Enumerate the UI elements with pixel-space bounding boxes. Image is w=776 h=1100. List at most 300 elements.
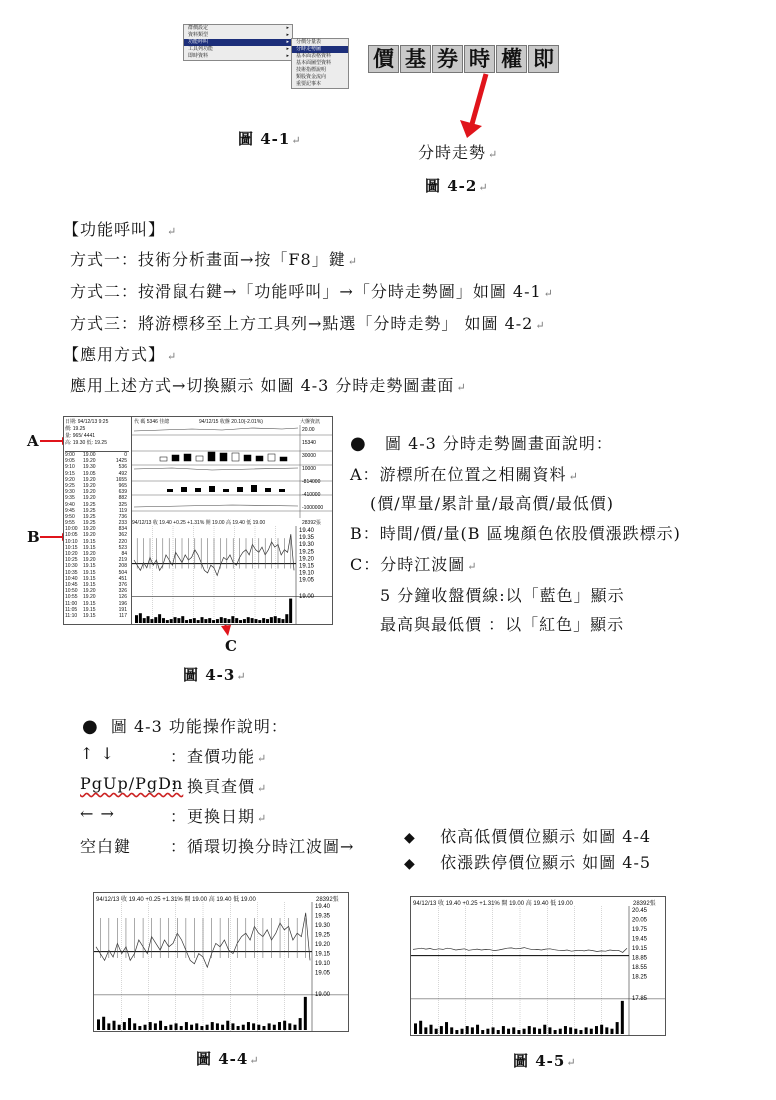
desc-a: A：游標所在位置之相關資料 ↵ [350, 465, 579, 484]
volume-bar [450, 1027, 453, 1034]
price-tick: 19.30 [315, 922, 331, 929]
tick-price: 19.15 [83, 606, 96, 613]
volume-bar [247, 617, 250, 623]
tick-price: 19.15 [83, 563, 96, 570]
fig45-plot [411, 906, 665, 1035]
method-2: 方式二：按滑鼠右鍵→「功能呼叫」→「分時走勢圖」如圖 4-1 ↵ [70, 282, 554, 301]
panel-tick: -1000000 [302, 505, 324, 511]
volume-bar [133, 1023, 136, 1030]
tick-price: 19.15 [83, 538, 96, 545]
volume-bar [476, 1025, 479, 1034]
fig41-caption: 圖 4-1 ↵ [238, 128, 302, 149]
volume-bar [220, 617, 223, 623]
volume-bar [252, 1023, 255, 1030]
fig43-caption: 圖 4-3 ↵ [183, 664, 247, 685]
price-tick: 18.25 [632, 974, 648, 981]
header-right: 94/12/15 收盤 20.10(-2.01%) [199, 419, 263, 425]
tick-volume: 639 [118, 489, 127, 496]
volume-bar [185, 1022, 188, 1030]
menu-item[interactable]: 群價設定 ▸ [188, 25, 289, 31]
tick-volume: 1655 [115, 476, 127, 483]
fig44-head: 94/12/13 收 19.40 +0.25 +1.31% 開 19.00 高 19.40 低 19.00 [96, 897, 256, 903]
ops-key: ↑ ↓ [80, 744, 115, 763]
indicator-bar [237, 487, 243, 492]
volume-bar [181, 616, 184, 623]
ops-key: ← → [80, 804, 115, 823]
volume-bar [123, 1022, 126, 1030]
market-info-tag[interactable]: 大盤資訊 [300, 419, 321, 425]
volume-bar [559, 1029, 562, 1034]
tick-time: 11:00 [65, 600, 78, 607]
tick-table [65, 451, 129, 619]
volume-bar [216, 619, 219, 623]
panel-tick: 20.00 [302, 427, 315, 433]
info-panel [65, 418, 131, 446]
volume-bar [548, 1027, 551, 1034]
desc-c-sub2: 最高與最低價 ：以「紅色」顯示 [380, 615, 625, 634]
tick-price: 19.05 [83, 470, 96, 477]
indicator-bar [172, 455, 179, 461]
volume-bar [154, 1023, 157, 1030]
price-tick: 20.05 [632, 917, 648, 924]
tick-price: 19.25 [83, 507, 96, 514]
volume-bar [512, 1027, 515, 1034]
tick-time: 10:50 [65, 588, 78, 595]
fig45-head: 94/12/13 收 19.40 +0.25 +1.31% 開 19.00 高 19.40 低 19.00 [413, 901, 573, 907]
ops-key: 空白鍵 [80, 837, 132, 856]
date-time: 日期: 94/12/13 9:25 [65, 419, 109, 425]
price-tick: 19.00 [299, 593, 315, 600]
volume-bar [424, 1027, 427, 1034]
volume-bar [138, 1026, 141, 1030]
volume-bar [574, 1029, 577, 1034]
price-tick: 19.35 [315, 913, 331, 920]
ops-desc: ：查價功能 ↵ [170, 747, 268, 766]
volume-bar [200, 1026, 203, 1030]
tick-time: 9:45 [65, 507, 75, 514]
tick-time: 10:30 [65, 563, 78, 570]
submenu-item[interactable]: 技術指標說明 [296, 67, 327, 73]
price-tick: 18.55 [632, 964, 648, 971]
volume-bar [189, 619, 192, 623]
tick-price: 19.20 [83, 532, 96, 539]
price-tick: 19.00 [315, 991, 331, 998]
volume-bar [216, 1023, 219, 1030]
desc-a-sub: (價/單量/累計量/最高價/最低價) [370, 494, 615, 513]
tick-volume: 326 [118, 588, 127, 595]
tick-volume: 191 [118, 606, 127, 613]
tick-volume: 451 [118, 575, 127, 582]
volume-bar [585, 1027, 588, 1034]
indicator-bar [279, 489, 285, 492]
heading-function-call: 【功能呼叫】 ↵ [63, 220, 178, 239]
volume-bar [616, 1022, 619, 1034]
tick-price: 19.20 [83, 526, 96, 533]
volume-bar [242, 1025, 245, 1030]
tick-time: 10:35 [65, 569, 78, 576]
volume-bar [254, 619, 257, 623]
fig44-vol: 28392張 [316, 897, 339, 903]
volume-bar [190, 1025, 193, 1030]
volume-bar [204, 619, 207, 623]
intraday-screen [63, 416, 333, 625]
tick-price: 19.00 [83, 452, 96, 458]
tick-time: 10:15 [65, 544, 78, 551]
indicator-bar [220, 453, 227, 461]
menu-item[interactable]: 資料類型 ▸ [188, 32, 289, 38]
tick-volume: 220 [118, 538, 127, 545]
volume-bar [239, 620, 242, 623]
volume-bar [595, 1026, 598, 1034]
toolbar-button-fundamental[interactable]: 基 [400, 45, 431, 73]
volume-bar [193, 618, 196, 623]
indicator-bar [208, 452, 215, 461]
volume-bar [170, 619, 173, 623]
volume-bar [177, 618, 180, 623]
volume-bar [208, 618, 211, 623]
desc-title: ● 圖 4-3 分時走勢圖畫面說明： [350, 433, 613, 454]
volume-bar [195, 1023, 198, 1030]
label-a: A [27, 432, 39, 450]
price-tick: 19.40 [299, 528, 315, 534]
volume-bar [533, 1027, 536, 1034]
tick-price: 19.20 [83, 489, 96, 496]
tick-price: 19.15 [83, 575, 96, 582]
volume-bar [224, 618, 227, 623]
volume-bar [149, 1022, 152, 1030]
tick-price: 19.25 [83, 501, 96, 508]
tick-volume: 536 [118, 464, 127, 471]
toolbar-button-margin[interactable]: 券 [432, 45, 463, 73]
ops-desc: ：更換日期 ↵ [170, 807, 268, 826]
menu-item[interactable]: 即時資料 ▸ [188, 53, 289, 59]
volume-bar [164, 1026, 167, 1030]
indicator-bar [184, 454, 191, 461]
volume-bar [283, 1021, 286, 1030]
price-tick: 19.20 [299, 556, 315, 563]
fig44-caption: 圖 4-4 ↵ [196, 1048, 260, 1069]
tick-volume: 376 [118, 581, 127, 588]
volume-bar [455, 1030, 458, 1034]
volume-bar [430, 1025, 433, 1034]
indicator-panels [132, 425, 332, 518]
volume-bar [610, 1029, 613, 1034]
menu-item-function-call[interactable]: 功能呼叫 ▸ [184, 39, 292, 46]
toolbar-button-intraday[interactable]: 時 [464, 45, 495, 73]
tick-price: 19.25 [83, 520, 96, 527]
volume-bar [461, 1029, 464, 1034]
price-tick: 19.15 [299, 563, 315, 570]
tick-time: 10:00 [65, 526, 78, 533]
fig44-plot [94, 902, 348, 1031]
tick-time: 10:55 [65, 594, 78, 601]
tick-price: 19.20 [83, 557, 96, 564]
volume-bar [564, 1026, 567, 1034]
volume-bar [107, 1023, 110, 1030]
desc-c: C：分時江波圖 ↵ [350, 555, 478, 574]
volume-bar [268, 1023, 271, 1030]
volume-bar [543, 1025, 546, 1034]
volume-bar [569, 1027, 572, 1034]
submenu-item[interactable]: 分價分量表 [296, 39, 322, 45]
volume-bar [227, 619, 230, 623]
tick-price: 19.25 [83, 513, 96, 520]
desc-b: B：時間/價/量(B 區塊顏色依股價漲跌標示) [350, 524, 681, 543]
tick-time: 10:20 [65, 551, 78, 557]
volume-bar [257, 1025, 260, 1030]
tick-volume: 504 [118, 569, 127, 576]
volume-bar [243, 619, 246, 623]
price-tick: 19.30 [299, 542, 315, 549]
price-tick: 19.25 [315, 932, 331, 939]
volume-bar [579, 1030, 582, 1034]
ops-desc: ：循環切換分時江波圖→ [170, 837, 355, 856]
tick-time: 9:35 [65, 495, 75, 502]
volume-bar [185, 620, 188, 623]
volume-bar [278, 1022, 281, 1030]
volume-bar [162, 618, 165, 623]
volume-bar [251, 618, 254, 623]
volume-bar [605, 1027, 608, 1034]
tick-time: 10:25 [65, 557, 78, 564]
tick-volume: 117 [119, 612, 127, 619]
panel-tick: -814000 [302, 479, 321, 485]
fig44-chart [93, 892, 349, 1032]
tick-time: 9:25 [65, 482, 75, 489]
volume-bar [273, 1025, 276, 1030]
price-tick: 19.05 [315, 970, 331, 977]
tick-price: 19.20 [83, 458, 96, 465]
price-tick: 19.20 [315, 941, 331, 948]
info-row: 量: 965/ 4441 [65, 433, 96, 439]
price-tick: 19.10 [299, 570, 315, 577]
intraday-chart [132, 526, 332, 624]
volume-bar [221, 1025, 224, 1030]
tick-price: 19.15 [83, 569, 96, 576]
tick-time: 10:05 [65, 532, 78, 539]
label-b: B [27, 528, 40, 546]
toolbar-button-realtime[interactable]: 即 [528, 45, 559, 73]
tick-time: 9:40 [65, 501, 75, 508]
ops-key: PgUp/PgDn [80, 774, 184, 793]
tick-volume: 965 [118, 482, 127, 489]
volume-bar [262, 1026, 265, 1030]
submenu-item[interactable]: 重要記事本 [296, 81, 322, 87]
volume-bar [150, 619, 153, 623]
tick-volume: 325 [118, 501, 127, 508]
arrow-label: 分時走勢 ↵ [418, 143, 499, 162]
tick-time: 9:30 [65, 489, 75, 496]
indicator-bar [160, 457, 167, 461]
volume-bar [154, 617, 157, 623]
indicator-bar [244, 455, 251, 461]
volume-bar [289, 599, 292, 623]
indicator-bar [232, 453, 239, 461]
volume-bar [288, 1023, 291, 1030]
indicator-bar [181, 487, 187, 492]
tick-volume: 1425 [115, 458, 127, 465]
volume-bar [285, 614, 288, 623]
tick-price: 19.20 [83, 588, 96, 595]
volume-bar [97, 1019, 100, 1030]
volume-bar [304, 997, 307, 1030]
indicator-line [134, 428, 298, 431]
option-2: ◆ 依漲跌停價位顯示 如圖 4-5 [404, 853, 652, 872]
volume-bar [278, 618, 281, 623]
indicator-line [134, 505, 298, 507]
volume-bar [159, 1021, 162, 1030]
volume-bar [262, 618, 265, 623]
tick-volume: 0 [124, 452, 127, 458]
volume-bar [206, 1025, 209, 1030]
tick-time: 11:10 [65, 612, 78, 619]
panel-tick: 15340 [302, 440, 316, 446]
volume-bar [147, 616, 150, 623]
indicator-bar [195, 488, 201, 492]
volume-bar [166, 620, 169, 623]
option-1: ◆ 依高低價價位顯示 如圖 4-4 [404, 827, 652, 846]
volume-bar [471, 1027, 474, 1034]
fig45-caption: 圖 4-5 ↵ [513, 1050, 577, 1071]
price-tick: 19.10 [315, 960, 331, 967]
tick-time: 9:55 [65, 520, 75, 527]
heading-application: 【應用方式】 ↵ [63, 345, 178, 364]
volume-bar [538, 1029, 541, 1034]
indicator-bar [256, 456, 263, 461]
price-tick: 19.75 [632, 926, 648, 933]
menu-item[interactable]: 工具列功能 ▸ [188, 46, 289, 52]
label-c: C [225, 637, 237, 655]
volume-bar [590, 1029, 593, 1034]
price-tick: 19.25 [299, 549, 315, 556]
volume-bar [237, 1026, 240, 1030]
toolbar-button-warrant[interactable]: 權 [496, 45, 527, 73]
tick-price: 19.20 [83, 476, 96, 483]
volume-bar [554, 1030, 557, 1034]
panel-tick: 30000 [302, 453, 316, 459]
method-1: 方式一：技術分析畫面→按「F8」鍵 ↵ [70, 250, 358, 269]
volume-bar [201, 617, 204, 623]
volume-bar [139, 613, 142, 623]
tick-price: 19.20 [83, 482, 96, 489]
price-tick: 19.15 [632, 945, 648, 952]
volume-bar [197, 620, 200, 623]
volume-bar [266, 619, 269, 623]
volume-bar [212, 620, 215, 623]
submenu-item[interactable]: 基本面圖型資料 [296, 60, 332, 66]
tick-volume: 208 [118, 563, 127, 570]
tick-price: 19.15 [83, 600, 96, 607]
tick-time: 10:40 [65, 575, 78, 582]
indicator-bar [196, 456, 203, 461]
volume-bar [621, 1001, 624, 1034]
volume-bar [440, 1026, 443, 1034]
indicator-bar [167, 489, 173, 492]
volume-total: 28392張 [302, 520, 321, 526]
tick-time: 9:00 [65, 452, 75, 458]
price-tick: 19.15 [315, 951, 331, 958]
volume-bar [293, 1025, 296, 1030]
submenu-item[interactable]: 類股資金流向 [296, 74, 327, 80]
volume-bar [299, 1018, 302, 1030]
volume-bar [419, 1021, 422, 1034]
toolbar-button-price[interactable]: 價 [368, 45, 399, 73]
volume-bar [600, 1025, 603, 1034]
tick-volume: 219 [118, 557, 127, 564]
volume-bar [486, 1029, 489, 1034]
indicator-line [134, 468, 298, 470]
indicator-bar [209, 486, 215, 492]
volume-bar [445, 1022, 448, 1034]
volume-bar [128, 1018, 131, 1030]
tick-volume: 119 [119, 507, 127, 514]
tick-time: 10:45 [65, 581, 78, 588]
volume-bar [158, 614, 161, 623]
submenu-item-intraday[interactable]: 分時走勢圖 [292, 46, 348, 53]
volume-bar [414, 1023, 417, 1034]
info-row: 高: 19.30 低: 19.25 [65, 440, 107, 446]
tick-time: 9:20 [65, 476, 75, 483]
tick-price: 19.20 [83, 495, 96, 502]
price-tick: 19.45 [632, 936, 648, 943]
volume-bar [528, 1026, 531, 1034]
quote-header: 94/12/13 收 19.40 +0.25 +1.31% 開 19.00 高 19.40 低 19.00 [132, 520, 266, 526]
tick-time: 9:15 [65, 470, 75, 477]
volume-bar [169, 1025, 172, 1030]
tick-price: 19.30 [83, 464, 96, 471]
volume-bar [270, 617, 273, 623]
method-3: 方式三：將游標移至上方工具列→點選「分時走勢」 如圖 4-2 ↵ [70, 314, 546, 333]
tick-volume: 84 [121, 551, 127, 557]
volume-bar [135, 615, 138, 623]
tick-price: 19.20 [83, 594, 96, 601]
indicator-bar [268, 454, 275, 461]
volume-bar [492, 1027, 495, 1034]
volume-bar [247, 1022, 250, 1030]
price-tick: 17.85 [632, 995, 648, 1002]
tick-volume: 126 [118, 594, 127, 601]
info-row: 價: 19.25 [65, 426, 86, 432]
indicator-bar [251, 485, 257, 492]
tick-time: 9:10 [65, 464, 75, 471]
tick-price: 19.15 [83, 581, 96, 588]
fig45-vol: 28392張 [633, 901, 656, 907]
tick-price: 19.15 [83, 544, 96, 551]
tick-volume: 196 [118, 600, 127, 607]
tick-time: 10:10 [65, 538, 78, 545]
volume-bar [144, 1025, 147, 1030]
volume-bar [102, 1017, 105, 1030]
tick-row[interactable] [65, 613, 129, 619]
indicator-bar [223, 489, 229, 492]
volume-bar [274, 616, 277, 623]
tick-time: 9:05 [65, 458, 75, 465]
volume-bar [497, 1030, 500, 1034]
volume-bar [258, 620, 261, 623]
panel-tick: -410000 [302, 492, 321, 498]
price-tick: 19.40 [315, 904, 331, 910]
tick-volume: 492 [118, 470, 127, 477]
price-tick: 20.45 [632, 908, 648, 914]
volume-bar [118, 1025, 121, 1030]
ops-title: ● 圖 4-3 功能操作說明： [82, 716, 288, 737]
tick-price: 19.15 [83, 612, 96, 619]
submenu-item[interactable]: 基本面表格資料 [296, 53, 332, 59]
volume-bar [226, 1021, 229, 1030]
indicator-bar [280, 457, 287, 461]
stock-code: 代 碼 5346 佳總 [134, 419, 170, 425]
fig45-chart [410, 896, 666, 1036]
